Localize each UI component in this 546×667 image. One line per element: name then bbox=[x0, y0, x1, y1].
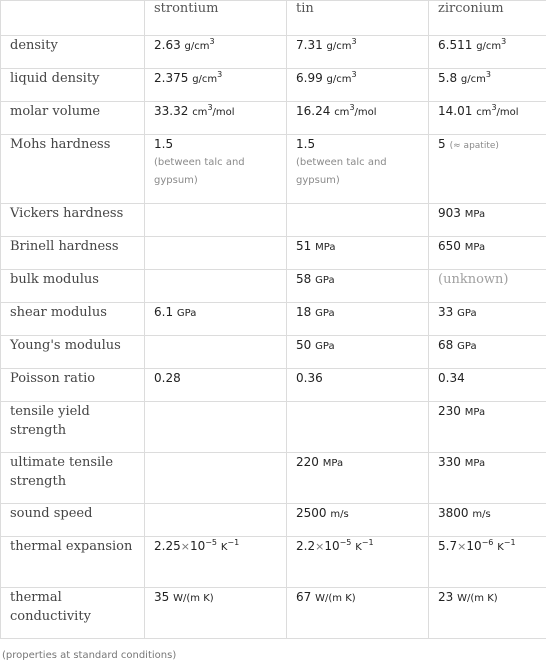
row-label: shear modulus bbox=[1, 303, 145, 336]
value-number: 14.01 bbox=[438, 104, 473, 118]
value-unit: GPa bbox=[457, 308, 477, 319]
table-row bbox=[1, 504, 546, 537]
cell-tin bbox=[287, 204, 429, 237]
value-unit: g/cm bbox=[184, 41, 210, 52]
value-unit: m/s bbox=[330, 509, 349, 520]
table-row bbox=[1, 135, 546, 204]
table-row bbox=[1, 588, 546, 639]
row-label: Young's modulus bbox=[1, 336, 145, 369]
value-number: 903 bbox=[438, 206, 461, 220]
cell-tin bbox=[287, 402, 429, 453]
value-number: 220 bbox=[296, 455, 319, 469]
value-number: 5.8 bbox=[438, 71, 458, 85]
value-number: 6.511 bbox=[438, 38, 473, 52]
cell-zirconium bbox=[429, 237, 546, 270]
cell-zirconium bbox=[429, 369, 546, 402]
column-header-strontium: strontium bbox=[145, 1, 287, 36]
value-number: 6.1 bbox=[154, 305, 174, 319]
cell-zirconium bbox=[429, 102, 546, 135]
cell-zirconium bbox=[429, 453, 546, 504]
cell-tin bbox=[287, 537, 429, 588]
value-unit: cm bbox=[192, 107, 208, 118]
value-unit: MPa bbox=[464, 242, 486, 253]
cell-zirconium bbox=[429, 588, 546, 639]
times-sign: × bbox=[180, 540, 190, 553]
times-sign: × bbox=[457, 540, 467, 553]
cell-tin bbox=[287, 102, 429, 135]
value-exponent: −5 bbox=[339, 538, 352, 547]
footnote: (properties at standard conditions) bbox=[2, 650, 177, 661]
cell-tin bbox=[287, 270, 429, 303]
value-note: (between talc and gypsum) bbox=[154, 157, 245, 186]
cell-strontium bbox=[145, 36, 287, 69]
unknown-value: (unknown) bbox=[438, 272, 509, 287]
cell-zirconium bbox=[429, 270, 546, 303]
value-number: 1.5 bbox=[154, 137, 174, 151]
row-label: Poisson ratio bbox=[1, 369, 145, 402]
unit-exponent: −1 bbox=[361, 538, 374, 547]
value-base: 10 bbox=[466, 539, 482, 553]
unit-exponent: −1 bbox=[503, 538, 516, 547]
value-unit: MPa bbox=[464, 407, 486, 418]
value-number: 16.24 bbox=[296, 104, 331, 118]
cell-strontium bbox=[145, 69, 287, 102]
row-label: tensile yield strength bbox=[1, 402, 145, 453]
unit-exponent: 3 bbox=[349, 103, 355, 112]
value-unit-suffix: /mol bbox=[496, 107, 519, 118]
value-number: 5 bbox=[438, 137, 446, 151]
value-number: 0.34 bbox=[438, 371, 465, 385]
cell-strontium bbox=[145, 336, 287, 369]
value-unit: g/cm bbox=[476, 41, 502, 52]
table-row bbox=[1, 102, 546, 135]
cell-zirconium bbox=[429, 303, 546, 336]
cell-strontium bbox=[145, 303, 287, 336]
value-unit: K bbox=[497, 542, 504, 553]
row-label: thermal expansion bbox=[1, 537, 145, 588]
cell-zirconium bbox=[429, 135, 546, 204]
value-exponent: −5 bbox=[205, 538, 218, 547]
row-label: ultimate tensile strength bbox=[1, 453, 145, 504]
cell-tin bbox=[287, 336, 429, 369]
row-label: Vickers hardness bbox=[1, 204, 145, 237]
value-unit: g/cm bbox=[460, 74, 486, 85]
value-number: 35 bbox=[154, 590, 170, 604]
table-row bbox=[1, 303, 546, 336]
value-number: 230 bbox=[438, 404, 461, 418]
value-unit: g/cm bbox=[326, 74, 352, 85]
row-label: molar volume bbox=[1, 102, 145, 135]
value-unit: K bbox=[220, 542, 228, 553]
header-row bbox=[1, 1, 546, 36]
value-number: 33 bbox=[438, 305, 454, 319]
unit-exponent: −1 bbox=[227, 538, 240, 547]
table-row bbox=[1, 270, 546, 303]
value-note: (between talc and gypsum) bbox=[296, 157, 387, 186]
cell-strontium bbox=[145, 504, 287, 537]
cell-tin bbox=[287, 504, 429, 537]
cell-strontium bbox=[145, 102, 287, 135]
row-label: bulk modulus bbox=[1, 270, 145, 303]
value-number: 18 bbox=[296, 305, 312, 319]
value-unit: GPa bbox=[315, 341, 335, 352]
value-unit: MPa bbox=[322, 458, 344, 469]
value-unit: MPa bbox=[464, 209, 486, 220]
value-number: 58 bbox=[296, 272, 312, 286]
unit-exponent: 3 bbox=[501, 37, 507, 46]
value-number: 2.63 bbox=[154, 38, 181, 52]
unit-exponent: 3 bbox=[491, 103, 497, 112]
value-unit: g/cm bbox=[192, 74, 218, 85]
row-label: Mohs hardness bbox=[1, 135, 145, 204]
table-row bbox=[1, 237, 546, 270]
value-base: 10 bbox=[324, 539, 340, 553]
value-number: 50 bbox=[296, 338, 312, 352]
cell-strontium bbox=[145, 270, 287, 303]
cell-tin bbox=[287, 69, 429, 102]
value-unit: GPa bbox=[176, 308, 197, 319]
table-row bbox=[1, 402, 546, 453]
column-header-tin: tin bbox=[287, 1, 429, 36]
unit-exponent: 3 bbox=[209, 37, 215, 46]
cell-tin bbox=[287, 369, 429, 402]
value-unit: g/cm bbox=[326, 41, 352, 52]
row-label: thermal conductivity bbox=[1, 588, 145, 639]
value-mantissa: 5.7 bbox=[438, 539, 458, 553]
value-number: 68 bbox=[438, 338, 454, 352]
cell-strontium bbox=[145, 402, 287, 453]
times-sign: × bbox=[315, 540, 325, 553]
value-mantissa: 2.25 bbox=[154, 539, 181, 553]
row-label: density bbox=[1, 36, 145, 69]
unit-exponent: 3 bbox=[485, 70, 491, 79]
cell-zirconium bbox=[429, 204, 546, 237]
value-number: 7.31 bbox=[296, 38, 323, 52]
cell-strontium bbox=[145, 135, 287, 204]
cell-tin bbox=[287, 36, 429, 69]
table-row bbox=[1, 204, 546, 237]
value-number: 51 bbox=[296, 239, 312, 253]
row-label: liquid density bbox=[1, 69, 145, 102]
cell-strontium bbox=[145, 453, 287, 504]
value-note: (≈ apatite) bbox=[449, 141, 499, 151]
table-row bbox=[1, 537, 546, 588]
value-number: 2.375 bbox=[154, 71, 189, 85]
value-number: 23 bbox=[438, 590, 454, 604]
cell-strontium bbox=[145, 537, 287, 588]
value-unit: W/(m K) bbox=[315, 593, 356, 604]
cell-tin bbox=[287, 237, 429, 270]
row-label: sound speed bbox=[1, 504, 145, 537]
table-row bbox=[1, 453, 546, 504]
table-row bbox=[1, 69, 546, 102]
unit-exponent: 3 bbox=[351, 70, 357, 79]
unit-exponent: 3 bbox=[351, 37, 357, 46]
value-number: 1.5 bbox=[296, 137, 316, 151]
value-unit: W/(m K) bbox=[173, 593, 214, 604]
value-unit: GPa bbox=[457, 341, 477, 352]
value-unit: K bbox=[355, 542, 362, 553]
table-row bbox=[1, 369, 546, 402]
cell-zirconium bbox=[429, 504, 546, 537]
value-number: 0.36 bbox=[296, 371, 323, 385]
value-number: 2500 bbox=[296, 506, 327, 520]
corner-cell bbox=[1, 1, 145, 36]
value-unit: GPa bbox=[315, 308, 335, 319]
value-unit: cm bbox=[476, 107, 492, 118]
value-unit-suffix: /mol bbox=[354, 107, 377, 118]
value-number: 6.99 bbox=[296, 71, 323, 85]
cell-strontium bbox=[145, 588, 287, 639]
cell-zirconium bbox=[429, 69, 546, 102]
cell-tin bbox=[287, 303, 429, 336]
unit-exponent: 3 bbox=[207, 103, 213, 112]
table-row bbox=[1, 336, 546, 369]
cell-strontium bbox=[145, 369, 287, 402]
value-number: 0.28 bbox=[154, 371, 181, 385]
table-row bbox=[1, 36, 546, 69]
cell-zirconium bbox=[429, 537, 546, 588]
value-number: 330 bbox=[438, 455, 461, 469]
value-unit: GPa bbox=[315, 275, 335, 286]
value-base: 10 bbox=[189, 539, 206, 553]
cell-zirconium bbox=[429, 336, 546, 369]
value-number: 3800 bbox=[438, 506, 469, 520]
value-unit: W/(m K) bbox=[457, 593, 498, 604]
value-unit: m/s bbox=[472, 509, 491, 520]
value-mantissa: 2.2 bbox=[296, 539, 316, 553]
value-exponent: −6 bbox=[481, 538, 494, 547]
unit-exponent: 3 bbox=[217, 70, 223, 79]
cell-tin bbox=[287, 135, 429, 204]
cell-zirconium bbox=[429, 402, 546, 453]
value-unit: MPa bbox=[464, 458, 486, 469]
column-header-zirconium: zirconium bbox=[429, 1, 546, 36]
cell-strontium bbox=[145, 237, 287, 270]
row-label: Brinell hardness bbox=[1, 237, 145, 270]
value-unit: MPa bbox=[315, 242, 336, 253]
value-number: 650 bbox=[438, 239, 461, 253]
table-body bbox=[1, 36, 546, 639]
value-unit: cm bbox=[334, 107, 350, 118]
cell-tin bbox=[287, 588, 429, 639]
value-number: 67 bbox=[296, 590, 312, 604]
cell-strontium bbox=[145, 204, 287, 237]
cell-tin bbox=[287, 453, 429, 504]
value-unit-suffix: /mol bbox=[212, 107, 235, 118]
cell-zirconium bbox=[429, 36, 546, 69]
value-number: 33.32 bbox=[154, 104, 189, 118]
